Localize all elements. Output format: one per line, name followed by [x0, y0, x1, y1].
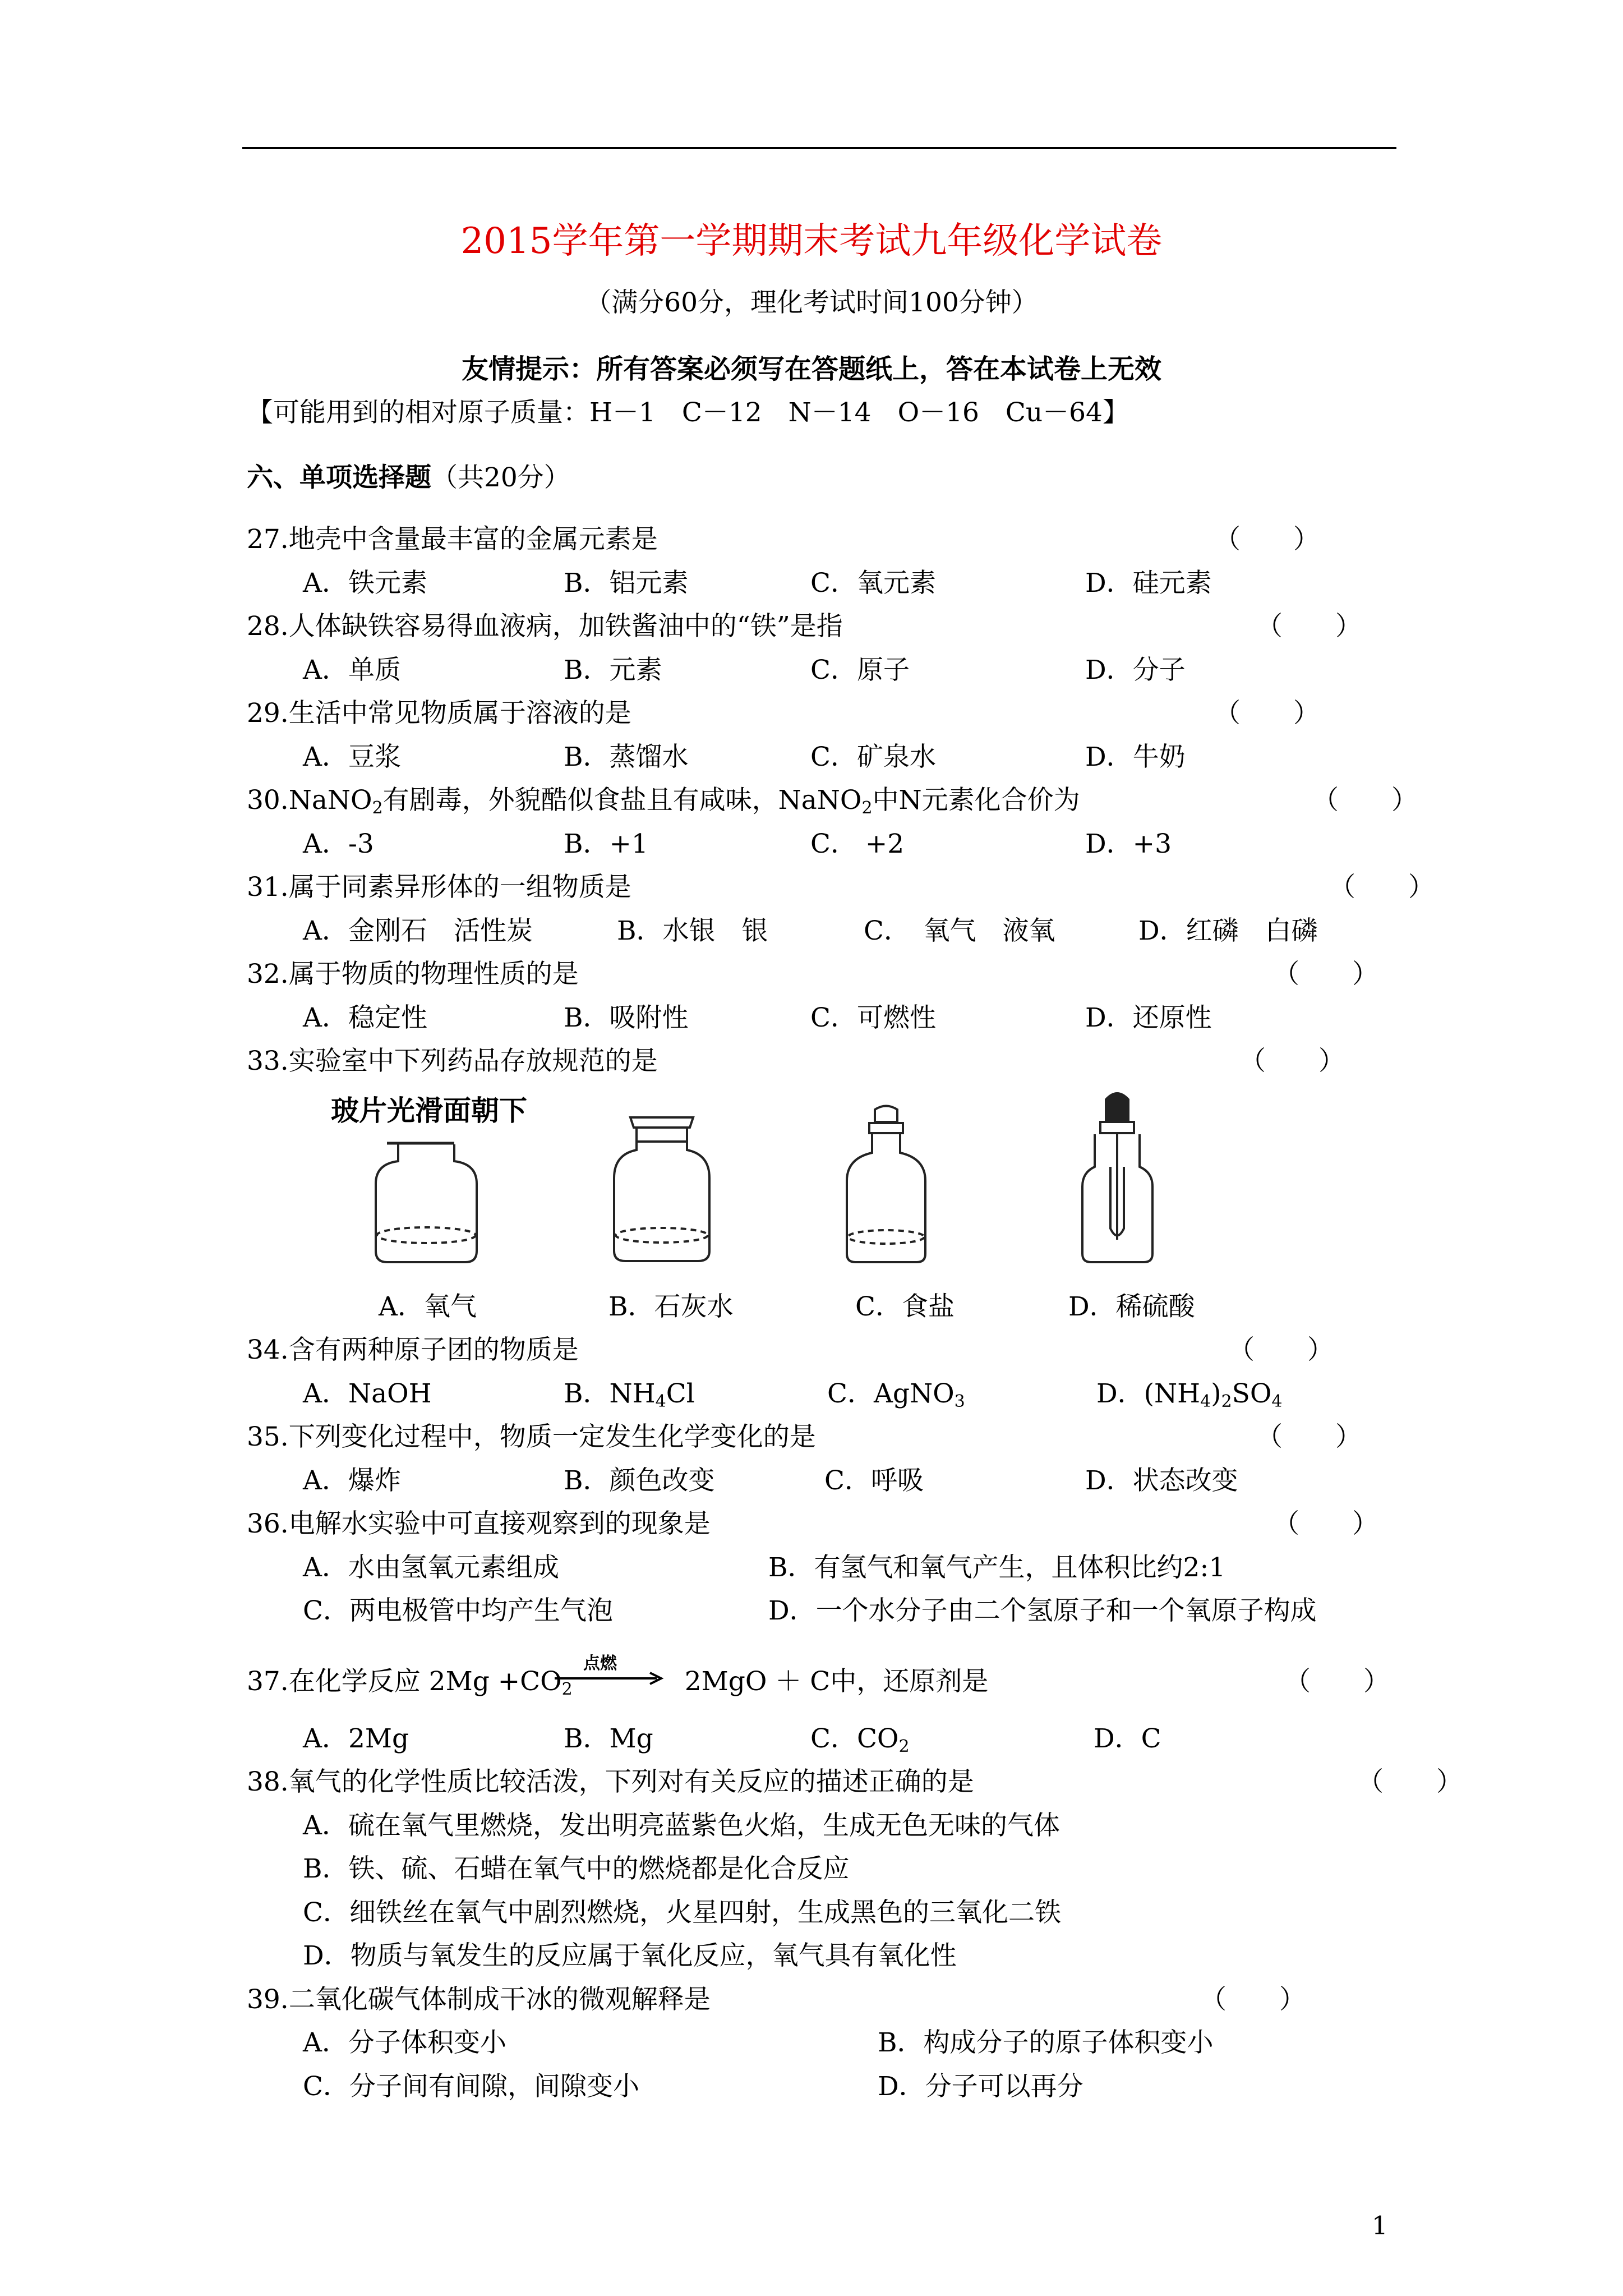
bottle-b-icon: [614, 1117, 709, 1261]
option-d: D．物质与氧发生的反应属于氧化反应，氧气具有氧化性: [303, 1940, 957, 1971]
option-b: B．吸附性: [564, 1002, 689, 1033]
question-stem: 35.下列变化过程中，物质一定发生化学变化的是: [247, 1421, 816, 1452]
option-b: B．构成分子的原子体积变小: [878, 2027, 1214, 2058]
option-c: C． 氧气 液氧: [864, 915, 1055, 946]
subscript: 2: [561, 1680, 573, 1699]
answer-paren: （ ）: [1357, 1766, 1463, 1797]
option-b: B．铝元素: [564, 568, 689, 599]
option-d: D．$(NH_4)_2SO_4$: [1096, 1378, 1283, 1411]
subscript: 2: [861, 798, 873, 818]
option-b: B．水银 银: [617, 915, 768, 946]
option-b: B．蒸馏水: [564, 742, 689, 772]
option-a: A．金刚石 活性炭: [303, 915, 533, 946]
answer-paren: （ ）: [1200, 1984, 1306, 2015]
option-a: A．豆浆: [303, 742, 401, 772]
question-stem: 28.人体缺铁容易得血液病，加铁酱油中的“铁”是指: [247, 611, 843, 642]
option-c: C．可燃性: [810, 1002, 936, 1033]
answer-paren: （ ）: [1284, 1666, 1390, 1697]
answer-paren: （ ）: [1256, 1421, 1362, 1452]
option-b: B．+1: [564, 829, 648, 859]
section-note: （共20分）: [431, 462, 570, 493]
stem-text: 2MgO ＋ C中，还原剂是: [684, 1666, 989, 1697]
option-c: C．AgNO$_3$: [827, 1378, 965, 1411]
answer-paren: （ ）: [1256, 611, 1362, 642]
option-a: A．铁元素: [303, 568, 427, 599]
bottle-c-icon: [847, 1106, 925, 1263]
option-b: B．铁、硫、石蜡在氧气中的燃烧都是化合反应: [303, 1853, 850, 1884]
answer-paren: （ ）: [1214, 524, 1320, 555]
answer-paren: （ ）: [1312, 785, 1418, 816]
option-c: C．呼吸: [824, 1465, 924, 1496]
option-d: D．分子: [1085, 655, 1186, 685]
option-a: A．水由氢氧元素组成: [303, 1552, 559, 1583]
reagent-bottles-figure: [314, 1088, 1279, 1279]
bottle-a-caption: 玻片光滑面朝下: [331, 1094, 527, 1127]
stem-text: 中N元素化合价为: [872, 785, 1080, 816]
answer-paren: （ ）: [1329, 872, 1435, 903]
option-a: A．氧气: [379, 1291, 477, 1322]
section-title: 六、单项选择题: [247, 462, 431, 493]
option-a: A．单质: [303, 655, 401, 685]
option-b: B．石灰水: [608, 1291, 734, 1322]
question-stem: 33.实验室中下列药品存放规范的是: [247, 1046, 658, 1076]
option-a: A．2Mg: [303, 1723, 409, 1754]
option-d: D．稀硫酸: [1068, 1291, 1195, 1322]
option-d: D．还原性: [1085, 1002, 1212, 1033]
option-c: C．食盐: [855, 1291, 955, 1322]
option-a: A．硫在氧气里燃烧，发出明亮蓝紫色火焰，生成无色无味的气体: [303, 1810, 1060, 1841]
question-stem: 36.电解水实验中可直接观察到的现象是: [247, 1508, 711, 1539]
exam-tip: 友情提示：所有答案必须写在答题纸上，答在本试卷上无效: [461, 353, 1161, 385]
answer-paren: （ ）: [1273, 1508, 1378, 1539]
option-d: D．红磷 白磷: [1138, 915, 1318, 946]
option-d: D．+3: [1085, 829, 1172, 859]
option-a: A．-3: [303, 829, 374, 859]
question-stem: [247, 784, 1080, 817]
option-a: A．NaOH: [303, 1378, 432, 1409]
question-stem: 31.属于同素异形体的一组物质是: [247, 872, 631, 903]
question-stem: 38.氧气的化学性质比较活泼，下列对有关反应的描述正确的是: [247, 1766, 974, 1797]
option-d: D．硅元素: [1085, 568, 1212, 599]
page-number: 1: [1372, 2211, 1388, 2240]
question-stem: 39.二氧化碳气体制成干冰的微观解释是: [247, 1984, 711, 2015]
option-a: A．分子体积变小: [303, 2027, 506, 2058]
answer-paren: （ ）: [1228, 1335, 1334, 1365]
answer-paren: （ ）: [1214, 698, 1320, 729]
question-stem: 29.生活中常见物质属于溶液的是: [247, 698, 631, 729]
question-stem: 34.含有两种原子团的物质是: [247, 1335, 579, 1365]
option-a: A．爆炸: [303, 1465, 401, 1496]
bottle-a-icon: [376, 1143, 477, 1262]
bottle-d-icon: [1082, 1093, 1152, 1262]
option-c: C．$CO_2$: [810, 1723, 910, 1756]
option-c: C．细铁丝在氧气中剧烈燃烧，火星四射，生成黑色的三氧化二铁: [303, 1897, 1061, 1928]
option-d: D．牛奶: [1085, 742, 1186, 772]
option-b: B．有氢气和氧气产生，且体积比约2:1: [768, 1552, 1226, 1583]
answer-paren: （ ）: [1239, 1046, 1345, 1076]
question-stem: 27.地壳中含量最丰富的金属元素是: [247, 524, 658, 555]
exam-title: 2015学年第一学期期末考试九年级化学试卷: [460, 220, 1163, 262]
reaction-condition: 点燃: [583, 1654, 617, 1673]
stem-text: 有剧毒，外貌酷似食盐且有咸味，NaNO: [382, 785, 862, 816]
option-b: B．Mg: [564, 1723, 653, 1754]
stem-text: 30.NaNO: [247, 785, 372, 816]
option-a: A．稳定性: [303, 1002, 427, 1033]
option-c: C．原子: [810, 655, 910, 685]
option-c: C．两电极管中均产生气泡: [303, 1595, 613, 1626]
option-d: D．一个水分子由二个氢原子和一个氧原子构成: [768, 1595, 1317, 1626]
top-rule: [242, 147, 1396, 149]
question-stem: 32.属于物质的物理性质的是: [247, 959, 579, 990]
option-c: C．氧元素: [810, 568, 936, 599]
option-c: C． +2: [810, 829, 905, 859]
option-b: B．颜色改变: [564, 1465, 715, 1496]
exam-subtitle: （满分60分，理化考试时间100分钟）: [585, 287, 1038, 318]
answer-paren: （ ）: [1273, 959, 1378, 990]
subscript: 2: [372, 798, 383, 818]
option-b: B．$NH_4Cl$: [564, 1378, 695, 1411]
option-c: C．分子间有间隙，间隙变小: [303, 2071, 639, 2102]
section-heading: [247, 461, 570, 495]
stem-text: 37.在化学反应 2Mg +CO: [247, 1666, 562, 1697]
option-c: C．矿泉水: [810, 742, 936, 772]
atomic-masses-note: 【可能用到的相对原子质量：H－1 C－12 N－14 O－16 Cu－64】: [247, 397, 1129, 428]
option-d: D．分子可以再分: [878, 2071, 1083, 2102]
option-d: D．C: [1094, 1723, 1161, 1754]
option-b: B．元素: [564, 655, 662, 685]
option-d: D．状态改变: [1085, 1465, 1238, 1496]
